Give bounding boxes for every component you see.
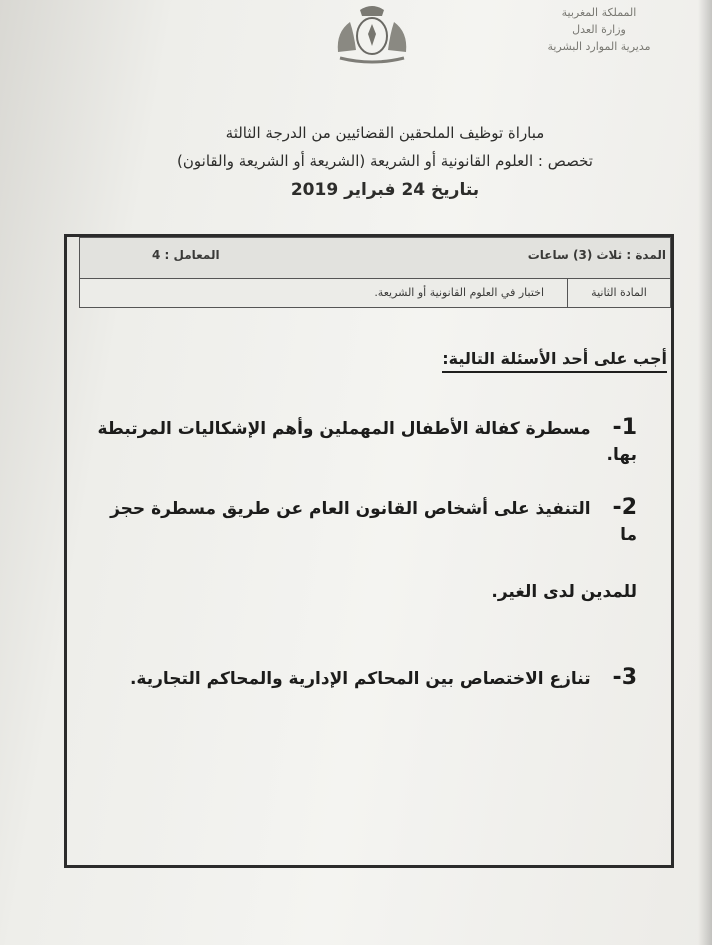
- exam-specialty: تخصص : العلوم القانونية أو الشريعة (الشريعة أو الشريعة والقانون): [177, 152, 593, 170]
- exam-coefficient: المعامل : 4: [152, 248, 220, 262]
- ministry-line: مديرية الموارد البشرية: [547, 40, 651, 53]
- exam-duration: المدة : ثلاث (3) ساعات: [527, 248, 666, 262]
- question-number: 2-: [612, 495, 637, 520]
- question-number: 3-: [612, 665, 637, 690]
- question-3: [97, 665, 637, 692]
- moroccan-coat-of-arms-emblem: [330, 2, 414, 64]
- exam-frame: [64, 234, 674, 868]
- paper-edge-shadow: [698, 0, 712, 945]
- exam-title: مباراة توظيف الملحقين القضائيين من الدرجة الثالثة: [225, 124, 545, 142]
- subject-label: المادة الثانية: [567, 279, 670, 307]
- question-2: [97, 495, 637, 548]
- info-row-duration: [79, 237, 671, 279]
- instruction: أجب على أحد الأسئلة التالية:: [442, 347, 667, 373]
- ministry-line: المملكة المغربية: [561, 6, 637, 19]
- question-text: تنازع الاختصاص بين المحاكم الإدارية والمحاكم التجارية.: [129, 669, 591, 689]
- info-row-subject: [79, 278, 671, 308]
- question-number: 1-: [612, 415, 637, 440]
- question-2-continuation: للمدين لدى الغير.: [491, 582, 637, 602]
- ministry-header: [514, 4, 684, 55]
- exam-date: بتاريخ 24 فبراير 2019: [290, 180, 480, 200]
- question-text: التنفيذ على أشخاص القانون العام عن طريق مسطرة حجز ما: [110, 499, 637, 545]
- question-text: مسطرة كفالة الأطفال المهملين وأهم الإشكاليات المرتبطة بها.: [97, 419, 637, 465]
- question-1: [97, 415, 637, 468]
- ministry-line: وزارة العدل: [572, 23, 626, 36]
- subject-value: اختبار في العلوم القانونية أو الشريعة.: [374, 286, 544, 299]
